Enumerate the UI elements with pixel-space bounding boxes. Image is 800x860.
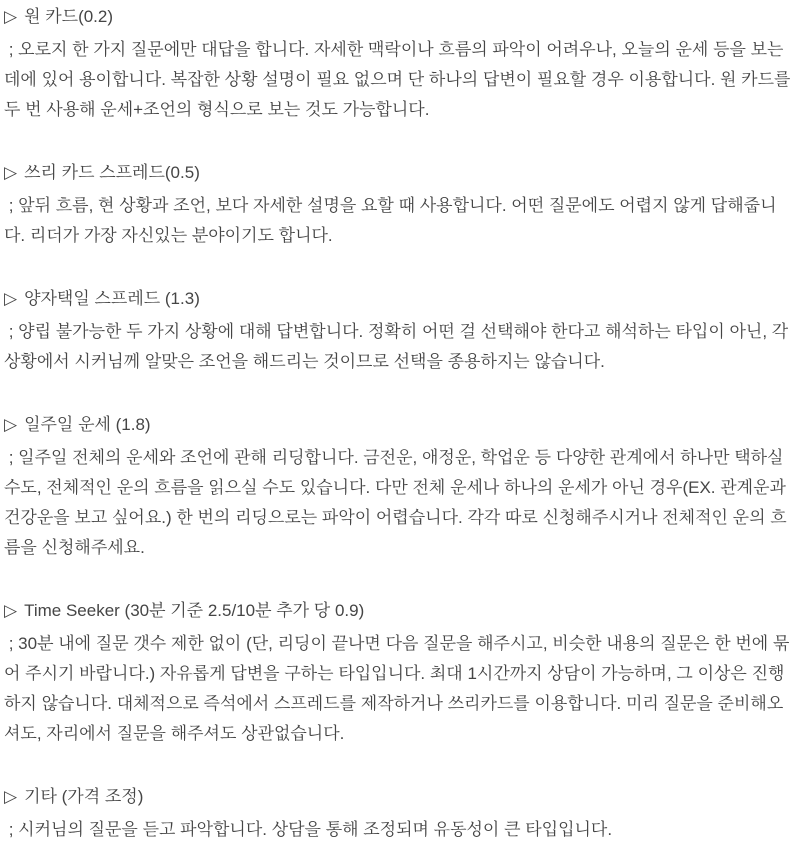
- service-section: [4, 2, 796, 125]
- section-title: [4, 284, 792, 314]
- section-body-text: ; 양립 불가능한 두 가지 상황에 대해 답변합니다. 정확히 어떤 걸 선택해야 한다고 해석하는 타입이 아닌, 각 상황에서 시커님께 알맞은 조언을 해드리는 것이므로 선택을 종용하지는 않습니다.: [4, 322, 793, 371]
- section-body-text: ; 일주일 전체의 운세와 조언에 관해 리딩합니다. 금전운, 애정운, 학업운 등 다양한 관계에서 하나만 택하실 수도, 전체적인 운의 흐름을 읽으실 수도 있습니다. 다만 전체 운세나 하나의 운세가 아닌 경우(EX. 관계운과 건강운을 보고 싶어요.) 한 번의 리딩으로는 파악이 어렵습니다. 각각 따로 신청해주시거나 전체적인 운의 흐름을 신청해주세요.: [4, 448, 791, 557]
- section-body-text: ; 30분 내에 질문 갯수 제한 없이 (단, 리딩이 끝나면 다음 질문을 해주시고, 비슷한 내용의 질문은 한 번에 묶어 주시기 바랍니다.) 자유롭게 답변을 구하는 타입입니다. 최대 1시간까지 상담이 가능하며, 그 이상은 진행하지 않습니다. 대체적으로 즉석에서 스프레드를 제작하거나 쓰리카드를 이용합니다. 미리 질문을 준비해오셔도, 자리에서 질문을 해주셔도 상관없습니다.: [4, 634, 790, 743]
- section-title: [4, 782, 792, 812]
- triangle-bullet-icon: ▷: [4, 415, 18, 434]
- section-title-text: 일주일 운세 (1.8): [24, 415, 151, 434]
- section-body-text: ; 앞뒤 흐름, 현 상황과 조언, 보다 자세한 설명을 요할 때 사용합니다. 어떤 질문에도 어렵지 않게 답해줍니다. 리더가 가장 자신있는 분야이기도 합니다.: [4, 196, 777, 245]
- section-title-text: 기타 (가격 조정): [24, 787, 144, 806]
- triangle-bullet-icon: ▷: [4, 7, 18, 26]
- section-title: [4, 410, 792, 440]
- section-title: [4, 158, 792, 188]
- service-section: [4, 782, 792, 845]
- service-section: [4, 158, 792, 251]
- service-section: [4, 284, 792, 377]
- triangle-bullet-icon: ▷: [4, 601, 18, 620]
- section-body-text: ; 오로지 한 가지 질문에만 대답을 합니다. 자세한 맥락이나 흐름의 파악이 어려우나, 오늘의 운세 등을 보는 데에 있어 용이합니다. 복잡한 상황 설명이 필요 없으며 단 하나의 답변이 필요할 경우 이용합니다. 원 카드를 두 번 사용해 운세+조언의 형식으로 보는 것도 가능합니다.: [4, 40, 796, 119]
- section-title-text: 쓰리 카드 스프레드(0.5): [24, 163, 200, 182]
- section-title-text: Time Seeker (30분 기준 2.5/10분 추가 당 0.9): [24, 601, 365, 620]
- triangle-bullet-icon: ▷: [4, 163, 18, 182]
- triangle-bullet-icon: ▷: [4, 787, 18, 806]
- section-title: [4, 596, 792, 626]
- section-title-text: 양자택일 스프레드 (1.3): [24, 289, 200, 308]
- triangle-bullet-icon: ▷: [4, 289, 18, 308]
- section-body-text: ; 시커님의 질문을 듣고 파악합니다. 상담을 통해 조정되며 유동성이 큰 타입입니다.: [4, 820, 613, 839]
- service-section: [4, 596, 792, 749]
- section-title-text: 원 카드(0.2): [24, 7, 114, 26]
- section-title: [4, 2, 792, 32]
- service-section: [4, 410, 792, 563]
